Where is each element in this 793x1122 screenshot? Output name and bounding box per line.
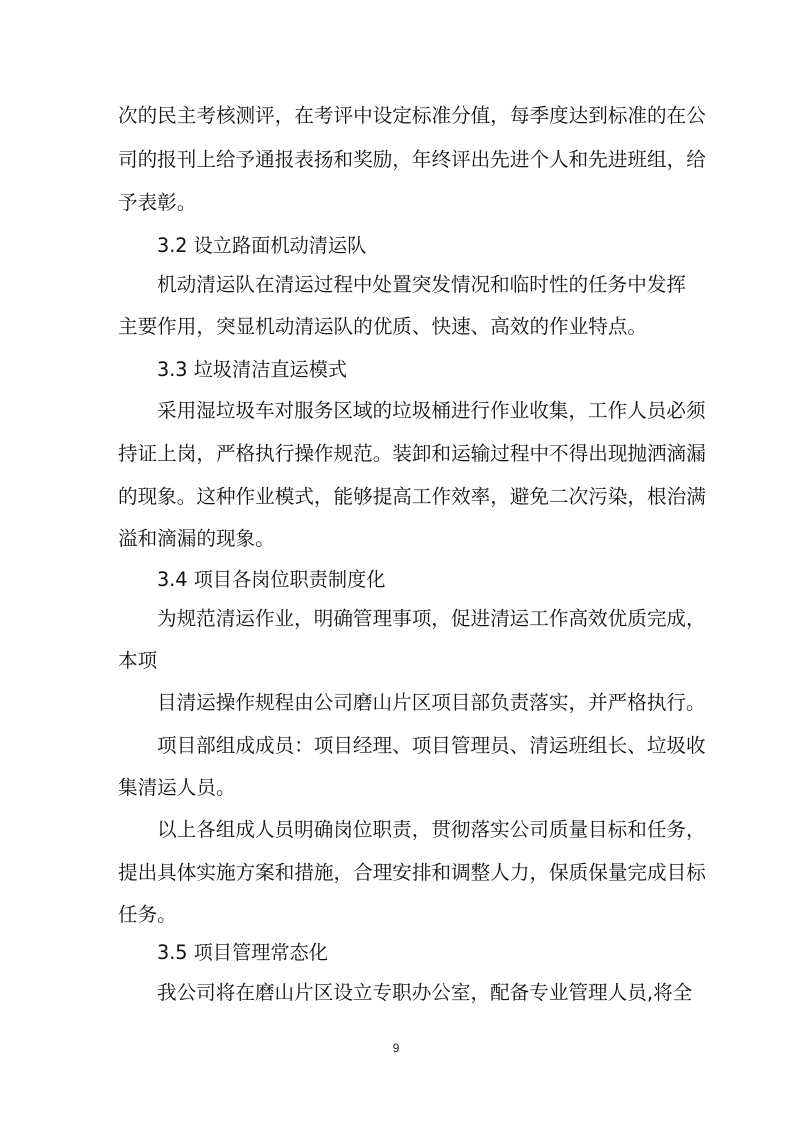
paragraph-line: 本项 — [118, 649, 158, 672]
paragraph-line: 以上各组成人员明确岗位职责，贯彻落实公司质量目标和任务， — [157, 818, 706, 841]
paragraph-line: 提出具体实施方案和措施，合理安排和调整人力，保质保量完成目标 — [118, 861, 706, 884]
paragraph-line: 持证上岗，严格执行操作规范。装卸和运输过程中不得出现抛洒滴漏 — [118, 442, 706, 465]
paragraph-line: 机动清运队在清运过程中处置突发情况和临时性的任务中发挥 — [157, 273, 687, 296]
paragraph-line: 次的民主考核测评，在考评中设定标准分值，每季度达到标准的在公 — [118, 104, 706, 127]
paragraph-line: 项目部组成成员：项目经理、项目管理员、清运班组长、垃圾收 — [157, 734, 706, 757]
paragraph-line: 的现象。这种作业模式，能够提高工作效率，避免二次污染，根治满 — [118, 485, 706, 508]
section-heading-3-2: 3.2 设立路面机动清运队 — [157, 234, 367, 257]
paragraph-line: 溢和滴漏的现象。 — [118, 527, 275, 550]
section-heading-3-5: 3.5 项目管理常态化 — [157, 941, 328, 964]
paragraph-line: 予表彰。 — [118, 191, 197, 214]
paragraph-line: 集清运人员。 — [118, 776, 236, 799]
paragraph-line: 主要作用，突显机动清运队的优质、快速、高效的作业特点。 — [118, 315, 648, 338]
page-number: 9 — [392, 1041, 400, 1055]
section-heading-3-4: 3.4 项目各岗位职责制度化 — [157, 568, 386, 591]
paragraph-line: 任务。 — [118, 903, 177, 926]
paragraph-line: 目清运操作规程由公司磨山片区项目部负责落实，并严格执行。 — [157, 691, 706, 714]
paragraph-line: 司的报刊上给予通报表扬和奖励，年终评出先进个人和先进班组，给 — [118, 148, 706, 171]
paragraph-line: 采用湿垃圾车对服务区域的垃圾桶进行作业收集，工作人员必须 — [157, 399, 706, 422]
paragraph-line: 为规范清运作业，明确管理事项，促进清运工作高效优质完成， — [157, 607, 706, 630]
section-heading-3-3: 3.3 垃圾清洁直运模式 — [157, 358, 348, 381]
paragraph-line: 我公司将在磨山片区设立专职办公室，配备专业管理人员,将全 — [157, 981, 693, 1004]
